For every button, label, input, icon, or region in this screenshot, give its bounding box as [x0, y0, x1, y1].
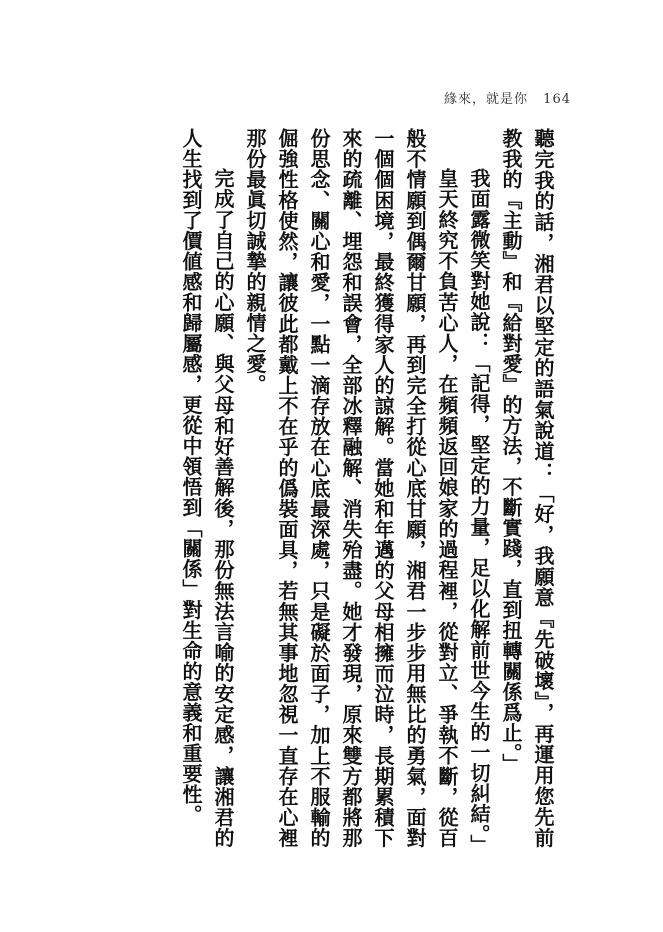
- paragraph-narrator-reply: 我面露微笑對她說：「記得，堅定的力量，足以化解前世今生的一切糾結。」: [467, 168, 491, 855]
- running-header: [444, 88, 571, 107]
- page-number: 164: [543, 92, 571, 107]
- paragraph-conclusion: 完成了自己的心願、與父母和好善解後，那份無法言喻的安定感，讓湘君的人生找到了價値感和歸屬感，更從中領悟到「關係」對生命的意義和重要性。: [179, 128, 235, 848]
- paragraph-dialogue-response: 聽完我的話，湘君以堅定的語氣說道：「好，我願意『先破壞』，再運用您先前教我的『主動』和『給對愛』的方法，不斷實踐，直到扭轉關係爲止。」: [499, 128, 555, 848]
- book-title: 緣來，就是你: [444, 92, 529, 107]
- paragraph-reconciliation: 皇天終究不負苦心人，在頻頻返回娘家的過程裡，從對立、爭執不斷，從百般不情願到偶爾甘願，再到完全打從心底甘願，湘君一步步用無比的勇氣，面對一個個困境，最終獲得家人的諒解。當她和年邁的父母相擁而泣時，長期累積下來的疏離、埋怨和誤會，全部冰釋融解、消失殆盡。她才發現，原來雙方都將那份思念、關心和愛，一點一滴存放在心底最深處，只是礙於面子，加上不服輸的倔強性格使然，讓彼此都戴上不在乎的僞裝面具，若無其事地忽視一直存在心裡那份最眞切誠摯的親情之愛。: [243, 128, 459, 848]
- vertical-body-text: [175, 128, 559, 855]
